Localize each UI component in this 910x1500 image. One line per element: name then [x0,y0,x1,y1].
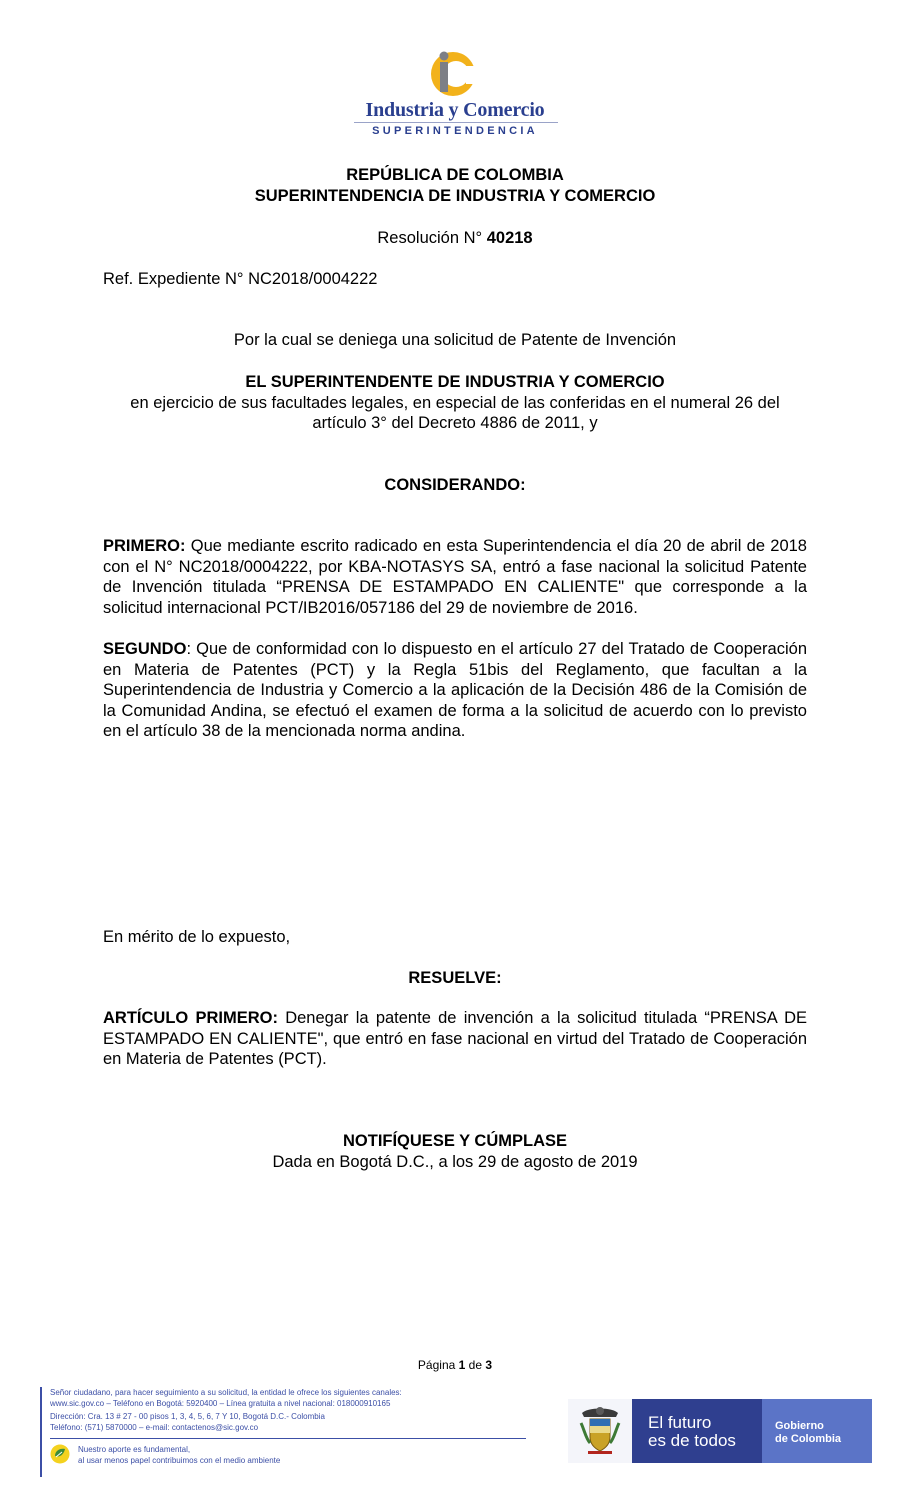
sic-logo-icon [420,48,490,102]
primero-text: Que mediante escrito radicado en esta Superintendencia el día 20 de abril de 2018 con el N° NC2018/0004222, por KBA-NOTASYS SA, entró a fase nacional la solicitud Patente de Invención titulada “PRENSA DE ESTAMPADO EN CALIENTE" que corresponde a la solicitud internacional PCT/IB2016/057186 del 29 de noviembre de 2016. [103,537,807,617]
futuro-line-2: es de todos [648,1431,736,1450]
closing-date: Dada en Bogotá D.C., a los 29 de agosto de 2019 [272,1153,638,1171]
closing-title: NOTIFÍQUESE Y CÚMPLASE [342,1132,567,1150]
footer-line-2: www.sic.gov.co – Teléfono en Bogotá: 5920400 – Línea gratuita a nivel nacional: 018000910165 [50,1399,391,1408]
segundo-label: SEGUNDO [103,640,187,658]
authority-line-2: artículo 3° del Decreto 4886 de 2011, y [312,414,598,432]
gobierno-box [762,1399,872,1463]
header-superintendencia: SUPERINTENDENCIA DE INDUSTRIA Y COMERCIO [254,187,656,205]
segundo-paragraph [103,639,807,742]
gobierno-line-1: Gobierno [775,1420,824,1432]
articulo-primero-paragraph [103,1008,807,1070]
futuro-line-1: El futuro [648,1413,712,1432]
segundo-text: : Que de conformidad con lo dispuesto en el artículo 27 del Tratado de Cooperación en Materia de Patentes (PCT) y la Regla 51bis del Reglamento, que facultan a la Superintendencia de Industria y Comercio a la aplicación de la Decisión 486 de la Comisión de la Comunidad Andina, se efectuó el examen de forma a la solicitud de acuerdo con lo previsto en el artículo 38 de la mencionada norma andina. [103,640,807,740]
coat-of-arms-icon [578,1405,622,1457]
subject-line: Por la cual se deniega una solicitud de Patente de Invención [233,331,677,349]
merito-line: En mérito de lo expuesto, [103,928,291,946]
articulo-label: ARTÍCULO PRIMERO: [103,1009,278,1027]
gobierno-line-2: de Colombia [775,1433,842,1445]
resolution-label: Resolución N° [377,229,483,247]
eco-line-1: Nuestro aporte es fundamental, [78,1445,191,1454]
primero-paragraph [103,536,807,618]
logo-title: Industria y Comercio [365,99,545,121]
logo-underline [354,122,558,123]
page-current: 1 [458,1358,466,1372]
government-banner [568,1399,872,1463]
shield-box [568,1399,632,1463]
footer-contact-block [40,1387,527,1477]
primero-label: PRIMERO: [103,537,186,555]
header-republic: REPÚBLICA DE COLOMBIA [346,166,564,184]
footer-line-4: Teléfono: (571) 5870000 – e-mail: contactenos@sic.gov.co [50,1423,259,1432]
footer-line-1: Señor ciudadano, para hacer seguimiento a su solicitud, la entidad le ofrece los siguientes canales: [50,1388,402,1397]
resuelve-heading: RESUELVE: [408,969,502,987]
page-middle: de [468,1358,483,1372]
authority-title: EL SUPERINTENDENTE DE INDUSTRIA Y COMERCIO [245,373,665,391]
page-indicator [0,1358,910,1372]
footer-line-3: Dirección: Cra. 13 # 27 - 00 pisos 1, 3, 4, 5, 6, 7 Y 10, Bogotá D.C.- Colombia [50,1412,325,1421]
footer-divider [50,1438,526,1439]
logo-subtitle: SUPERINTENDENCIA [372,125,538,137]
el-futuro-box [632,1399,762,1463]
resolution-line [0,228,910,249]
resolution-number: 40218 [486,229,533,247]
considerando-heading: CONSIDERANDO: [384,476,526,494]
page-prefix: Página [417,1358,456,1372]
eco-line-2: al usar menos papel contribuimos con el medio ambiente [78,1456,281,1465]
page-total: 3 [485,1358,493,1372]
authority-line-1: en ejercicio de sus facultades legales, en especial de las conferidas en el numeral 26 del [130,394,780,412]
reference-line: Ref. Expediente N° NC2018/0004222 [103,270,378,288]
eco-leaf-icon [50,1444,70,1464]
articulo-text: Denegar la patente de invención a la solicitud titulada “PRENSA DE ESTAMPADO EN CALIENTE", que entró en fase nacional en virtud del Tratado de Cooperación en Materia de Patentes (PCT). [103,1009,808,1068]
